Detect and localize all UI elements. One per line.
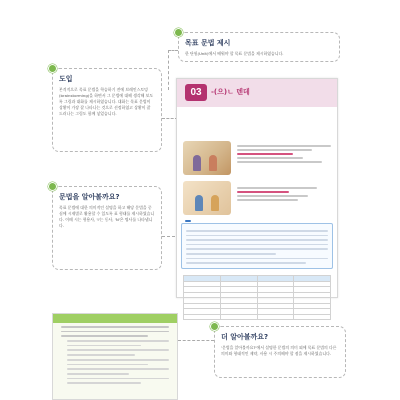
lesson-header [177, 79, 337, 107]
scene-illustration-2 [183, 181, 231, 215]
dialogue-block-1 [237, 143, 331, 165]
grammar-explanation-box [181, 223, 333, 269]
more-callout-body: '문법을 알아볼까요?'에서 설명한 문법의 의미 외에 목표 문법의 다른 의미와 형태적인 제약, 사용 시 주의해야 할 점을 제시하였습니다. [221, 345, 337, 357]
lesson-body [177, 107, 337, 115]
person-figure [193, 155, 201, 171]
practice-page [52, 313, 178, 400]
textbook-page [176, 78, 338, 298]
intro-callout-title: 도입 [59, 75, 73, 83]
grammar-callout [52, 186, 162, 270]
grammar-callout-body: 목표 문법에 대한 의미적인 설명을 하고 해당 문법을 중심에 시제별로 활용할 수 있도록 표 형태를 제시하였습니다. 이때 시는 형용사, 'I'는 동사, 'N'은 명사를 나타냅니다. [59, 205, 155, 229]
grammar-callout-title: 문법을 알아볼까요? [59, 193, 120, 201]
intro-callout [52, 68, 162, 152]
goal-callout [178, 32, 340, 62]
dialogue-block-2 [237, 185, 331, 203]
lesson-number: 03 [185, 84, 207, 101]
goal-callout-title: 목표 문법 제시 [185, 39, 231, 47]
person-figure [211, 195, 219, 211]
more-pin-icon [210, 322, 219, 331]
more-callout-title: 더 알아볼까요? [221, 333, 269, 341]
intro-callout-body: 본격적으로 목표 문법을 학습하기 전에 브레인스토밍(brainstorming)을 하면서 그 문법에 대해 생각해 보도록 그림과 대화를 제시하였습니다. 대화는 목표 문법이 상황이 가장 잘 나타나는 것으로 선정하였고 상황이 잘 드러나는 그림도 함께 넣었습니다. [59, 87, 154, 117]
practice-header [53, 314, 177, 323]
person-figure [209, 155, 217, 171]
scene-illustration-1 [183, 141, 231, 175]
more-callout [214, 326, 346, 378]
lesson-title: -(으)ㄴ 덴데 [211, 88, 250, 96]
goal-pin-icon [174, 28, 183, 37]
intro-pin-icon [48, 64, 57, 73]
grammar-pin-icon [48, 182, 57, 191]
grammar-box-tag [185, 220, 191, 222]
conjugation-table [183, 275, 331, 320]
person-figure [195, 195, 203, 211]
goal-callout-body: 한 단원(Unit)에서 배워야 할 목표 문법을 제시하였습니다. [185, 51, 284, 56]
connector-more [178, 340, 214, 341]
